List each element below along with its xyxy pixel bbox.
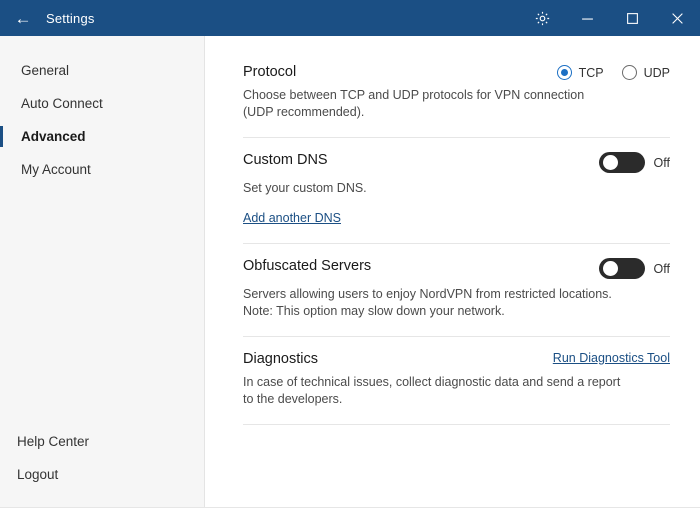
toggle-knob [603,155,618,170]
custom-dns-toggle-state: Off [653,155,670,170]
obfuscated-servers-toggle-wrap [599,258,670,279]
protocol-option-label: TCP [578,65,604,80]
close-icon [671,12,684,25]
custom-dns-toggle[interactable] [599,152,645,173]
window-title: Settings [46,10,95,26]
obfuscated-servers-toggle[interactable] [599,258,645,279]
sidebar-spacer [0,186,204,425]
window-bottom-strip [0,507,700,530]
sidebar-item-label: My Account [21,162,91,177]
section-description: In case of technical issues, collect diagnostic data and send a report to the developers. [243,375,621,406]
protocol-option-tcp[interactable] [557,65,604,80]
section-description: Choose between TCP and UDP protocols for VPN connection (UDP recommended). [243,88,585,119]
sidebar-item-auto-connect[interactable] [0,87,204,120]
sidebar-item-label: Help Center [17,434,90,449]
radio-selected-icon [557,65,572,80]
sidebar-item-my-account[interactable] [0,153,204,186]
sidebar-item-help-center[interactable] [0,425,204,458]
section-diagnostics [243,337,670,425]
section-title: Custom DNS [243,152,328,168]
section-title: Diagnostics [243,351,318,367]
sidebar-item-label: Advanced [21,129,86,144]
protocol-radio-group [557,65,670,80]
section-obfuscated-servers-head [243,258,670,279]
section-title: Protocol [243,64,297,80]
section-diagnostics-head [243,351,670,367]
obfuscated-servers-toggle-state: Off [653,261,670,276]
sidebar-bottom [0,425,204,507]
settings-gear-button[interactable] [520,0,565,36]
section-custom-dns-head [243,152,670,173]
custom-dns-toggle-wrap [599,152,670,173]
sidebar-item-label: General [21,63,70,78]
section-protocol-head [243,64,670,80]
settings-content [205,36,700,507]
section-title: Obfuscated Servers [243,258,372,274]
add-another-dns-link[interactable]: Add another DNS [243,211,341,225]
maximize-button[interactable] [610,0,655,36]
window-body [0,36,700,507]
sidebar-item-label: Logout [17,467,59,482]
minimize-button[interactable] [565,0,610,36]
maximize-icon [626,12,639,25]
arrow-left-icon: ← [14,8,32,28]
sidebar-item-logout[interactable] [0,458,204,491]
sidebar-item-label: Auto Connect [21,96,103,111]
protocol-option-label: UDP [643,65,670,80]
section-description: Servers allowing users to enjoy NordVPN from restricted locations. Note: This option may slow down your network. [243,287,612,318]
protocol-option-udp[interactable] [622,65,670,80]
run-diagnostics-tool-link[interactable]: Run Diagnostics Tool [552,351,670,365]
title-bar [0,0,700,36]
gear-icon [534,10,551,27]
section-custom-dns [243,138,670,244]
section-protocol [243,56,670,138]
close-button[interactable] [655,0,700,36]
section-obfuscated-servers [243,244,670,337]
back-button[interactable] [0,0,46,36]
sidebar-item-advanced[interactable] [0,120,204,153]
radio-unselected-icon [622,65,637,80]
toggle-knob [603,261,618,276]
sidebar-item-general[interactable] [0,54,204,87]
minimize-icon [581,12,594,25]
sidebar [0,36,205,507]
section-description: Set your custom DNS. [243,181,367,195]
